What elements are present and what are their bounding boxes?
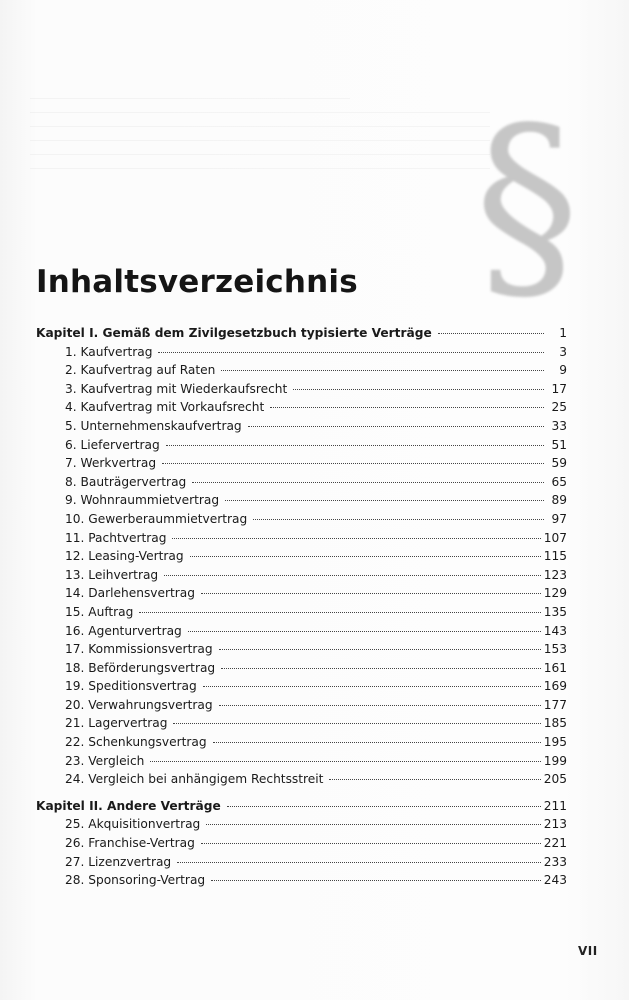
toc-entry[interactable] xyxy=(36,584,567,603)
bleed-through-text xyxy=(30,98,490,182)
entry-page-number: 177 xyxy=(543,697,567,712)
chapter-page-number: 1 xyxy=(559,326,567,340)
entry-page-number: 17 xyxy=(551,381,567,396)
entry-page-number: 195 xyxy=(543,735,567,750)
entry-page-number: 243 xyxy=(543,873,567,888)
entry-title: 12. Leasing-Vertrag xyxy=(65,549,184,564)
leader-dots xyxy=(211,880,541,881)
leader-dots xyxy=(190,556,541,557)
toc-entry[interactable] xyxy=(36,871,567,890)
entry-page-number: 213 xyxy=(543,817,567,832)
toc-entry[interactable] xyxy=(36,547,567,566)
chapter-title: Kapitel I. Gemäß dem Zivilgesetzbuch typisierte Verträge xyxy=(36,326,432,340)
toc-entry[interactable] xyxy=(36,733,567,752)
leader-dots xyxy=(221,668,541,669)
toc-entry[interactable] xyxy=(36,529,567,548)
entry-title: 21. Lagervertrag xyxy=(65,716,168,731)
chapter-title: Kapitel II. Andere Verträge xyxy=(36,798,221,813)
entry-title: 7. Werkvertrag xyxy=(65,456,157,471)
leader-dots xyxy=(219,705,541,706)
toc-entry[interactable] xyxy=(36,566,567,585)
leader-dots xyxy=(329,779,540,780)
toc-chapter-heading[interactable] xyxy=(36,797,567,816)
leader-dots xyxy=(270,407,544,408)
entry-title: 17. Kommissionsvertrag xyxy=(65,642,213,657)
entry-page-number: 9 xyxy=(559,363,567,378)
section-sign-watermark-icon: § xyxy=(474,82,580,327)
entry-title: 22. Schenkungsvertrag xyxy=(65,735,207,750)
entry-title: 10. Gewerberaummietvertrag xyxy=(65,511,248,526)
toc-entry[interactable] xyxy=(36,380,567,399)
leader-dots xyxy=(173,723,540,724)
entry-page-number: 115 xyxy=(543,549,567,564)
leader-dots xyxy=(162,463,544,464)
entry-page-number: 107 xyxy=(543,530,567,545)
entry-title: 26. Franchise-Vertrag xyxy=(65,836,195,851)
toc-entry[interactable] xyxy=(36,417,567,436)
entry-title: 27. Lizenzvertrag xyxy=(65,854,172,869)
toc-entry[interactable] xyxy=(36,853,567,872)
entry-page-number: 59 xyxy=(551,456,567,471)
toc-entry[interactable] xyxy=(36,752,567,771)
entry-page-number: 233 xyxy=(543,854,567,869)
entry-title: 20. Verwahrungsvertrag xyxy=(65,697,213,712)
leader-dots xyxy=(203,686,541,687)
page-title: Inhaltsverzeichnis xyxy=(36,264,358,300)
entry-page-number: 97 xyxy=(551,511,567,526)
entry-title: 13. Leihvertrag xyxy=(65,567,159,582)
entry-page-number: 51 xyxy=(551,437,567,452)
leader-dots xyxy=(213,742,541,743)
leader-dots xyxy=(438,333,544,334)
leader-dots xyxy=(206,824,540,825)
toc-entry[interactable] xyxy=(36,491,567,510)
toc-entry[interactable] xyxy=(36,640,567,659)
entry-page-number: 25 xyxy=(551,400,567,415)
bleed-through-line xyxy=(30,140,490,141)
table-of-contents xyxy=(36,324,567,890)
leader-dots xyxy=(293,389,544,390)
toc-entry[interactable] xyxy=(36,659,567,678)
leader-dots xyxy=(192,482,544,483)
entry-page-number: 161 xyxy=(543,660,567,675)
toc-entry[interactable] xyxy=(36,510,567,529)
entry-title: 28. Sponsoring-Vertrag xyxy=(65,873,206,888)
leader-dots xyxy=(227,806,541,807)
leader-dots xyxy=(158,352,544,353)
entry-title: 24. Vergleich bei anhängigem Rechtsstreit xyxy=(65,772,324,787)
entry-page-number: 205 xyxy=(543,772,567,787)
entry-page-number: 65 xyxy=(551,474,567,489)
toc-entry[interactable] xyxy=(36,473,567,492)
entry-title: 9. Wohnraummietvertrag xyxy=(65,493,220,508)
leader-dots xyxy=(248,426,544,427)
entry-title: 8. Bauträgervertrag xyxy=(65,474,187,489)
leader-dots xyxy=(164,575,541,576)
entry-title: 15. Auftrag xyxy=(65,604,134,619)
entry-page-number: 129 xyxy=(543,586,567,601)
entry-title: 19. Speditionsvertrag xyxy=(65,679,197,694)
leader-dots xyxy=(172,538,540,539)
toc-entry[interactable] xyxy=(36,696,567,715)
leader-dots xyxy=(177,862,541,863)
toc-entry[interactable] xyxy=(36,714,567,733)
entry-page-number: 199 xyxy=(543,753,567,768)
entry-page-number: 123 xyxy=(543,567,567,582)
toc-entry[interactable] xyxy=(36,343,567,362)
toc-entry[interactable] xyxy=(36,436,567,455)
leader-dots xyxy=(188,631,541,632)
toc-entry[interactable] xyxy=(36,834,567,853)
entry-title: 2. Kaufvertrag auf Raten xyxy=(65,363,216,378)
leader-dots xyxy=(201,843,541,844)
page-number: VII xyxy=(578,944,598,958)
leader-dots xyxy=(166,445,544,446)
entry-title: 16. Agenturvertrag xyxy=(65,623,182,638)
entry-page-number: 221 xyxy=(543,836,567,851)
toc-entry[interactable] xyxy=(36,677,567,696)
bleed-through-line xyxy=(30,126,490,127)
leader-dots xyxy=(225,500,544,501)
entry-title: 3. Kaufvertrag mit Wiederkaufsrecht xyxy=(65,381,288,396)
toc-chapter-heading[interactable] xyxy=(36,324,567,343)
bleed-through-line xyxy=(30,154,490,155)
entry-title: 4. Kaufvertrag mit Vorkaufsrecht xyxy=(65,400,265,415)
entry-title: 14. Darlehensvertrag xyxy=(65,586,196,601)
bleed-through-line xyxy=(30,112,490,113)
entry-title: 23. Vergleich xyxy=(65,753,145,768)
entry-page-number: 89 xyxy=(551,493,567,508)
entry-page-number: 143 xyxy=(543,623,567,638)
entry-title: 1. Kaufvertrag xyxy=(65,344,153,359)
toc-entry[interactable] xyxy=(36,361,567,380)
entry-page-number: 169 xyxy=(543,679,567,694)
leader-dots xyxy=(253,519,544,520)
toc-entry[interactable] xyxy=(36,603,567,622)
entry-title: 11. Pachtvertrag xyxy=(65,530,167,545)
entry-page-number: 33 xyxy=(551,418,567,433)
entry-title: 6. Liefervertrag xyxy=(65,437,160,452)
leader-dots xyxy=(201,593,541,594)
toc-entry[interactable] xyxy=(36,622,567,641)
chapter-page-number: 211 xyxy=(543,798,567,813)
entry-page-number: 3 xyxy=(559,344,567,359)
toc-entry[interactable] xyxy=(36,398,567,417)
leader-dots xyxy=(150,761,540,762)
entry-title: 18. Beförderungsvertrag xyxy=(65,660,216,675)
bleed-through-line xyxy=(30,168,490,169)
leader-dots xyxy=(219,649,541,650)
entry-title: 25. Akquisitionvertrag xyxy=(65,817,201,832)
toc-entry[interactable] xyxy=(36,815,567,834)
entry-page-number: 185 xyxy=(543,716,567,731)
entry-page-number: 135 xyxy=(543,604,567,619)
leader-dots xyxy=(139,612,540,613)
entry-page-number: 153 xyxy=(543,642,567,657)
toc-entry[interactable] xyxy=(36,770,567,789)
entry-title: 5. Unternehmenskaufvertrag xyxy=(65,418,242,433)
toc-entry[interactable] xyxy=(36,454,567,473)
bleed-through-line xyxy=(30,98,350,99)
leader-dots xyxy=(221,370,544,371)
